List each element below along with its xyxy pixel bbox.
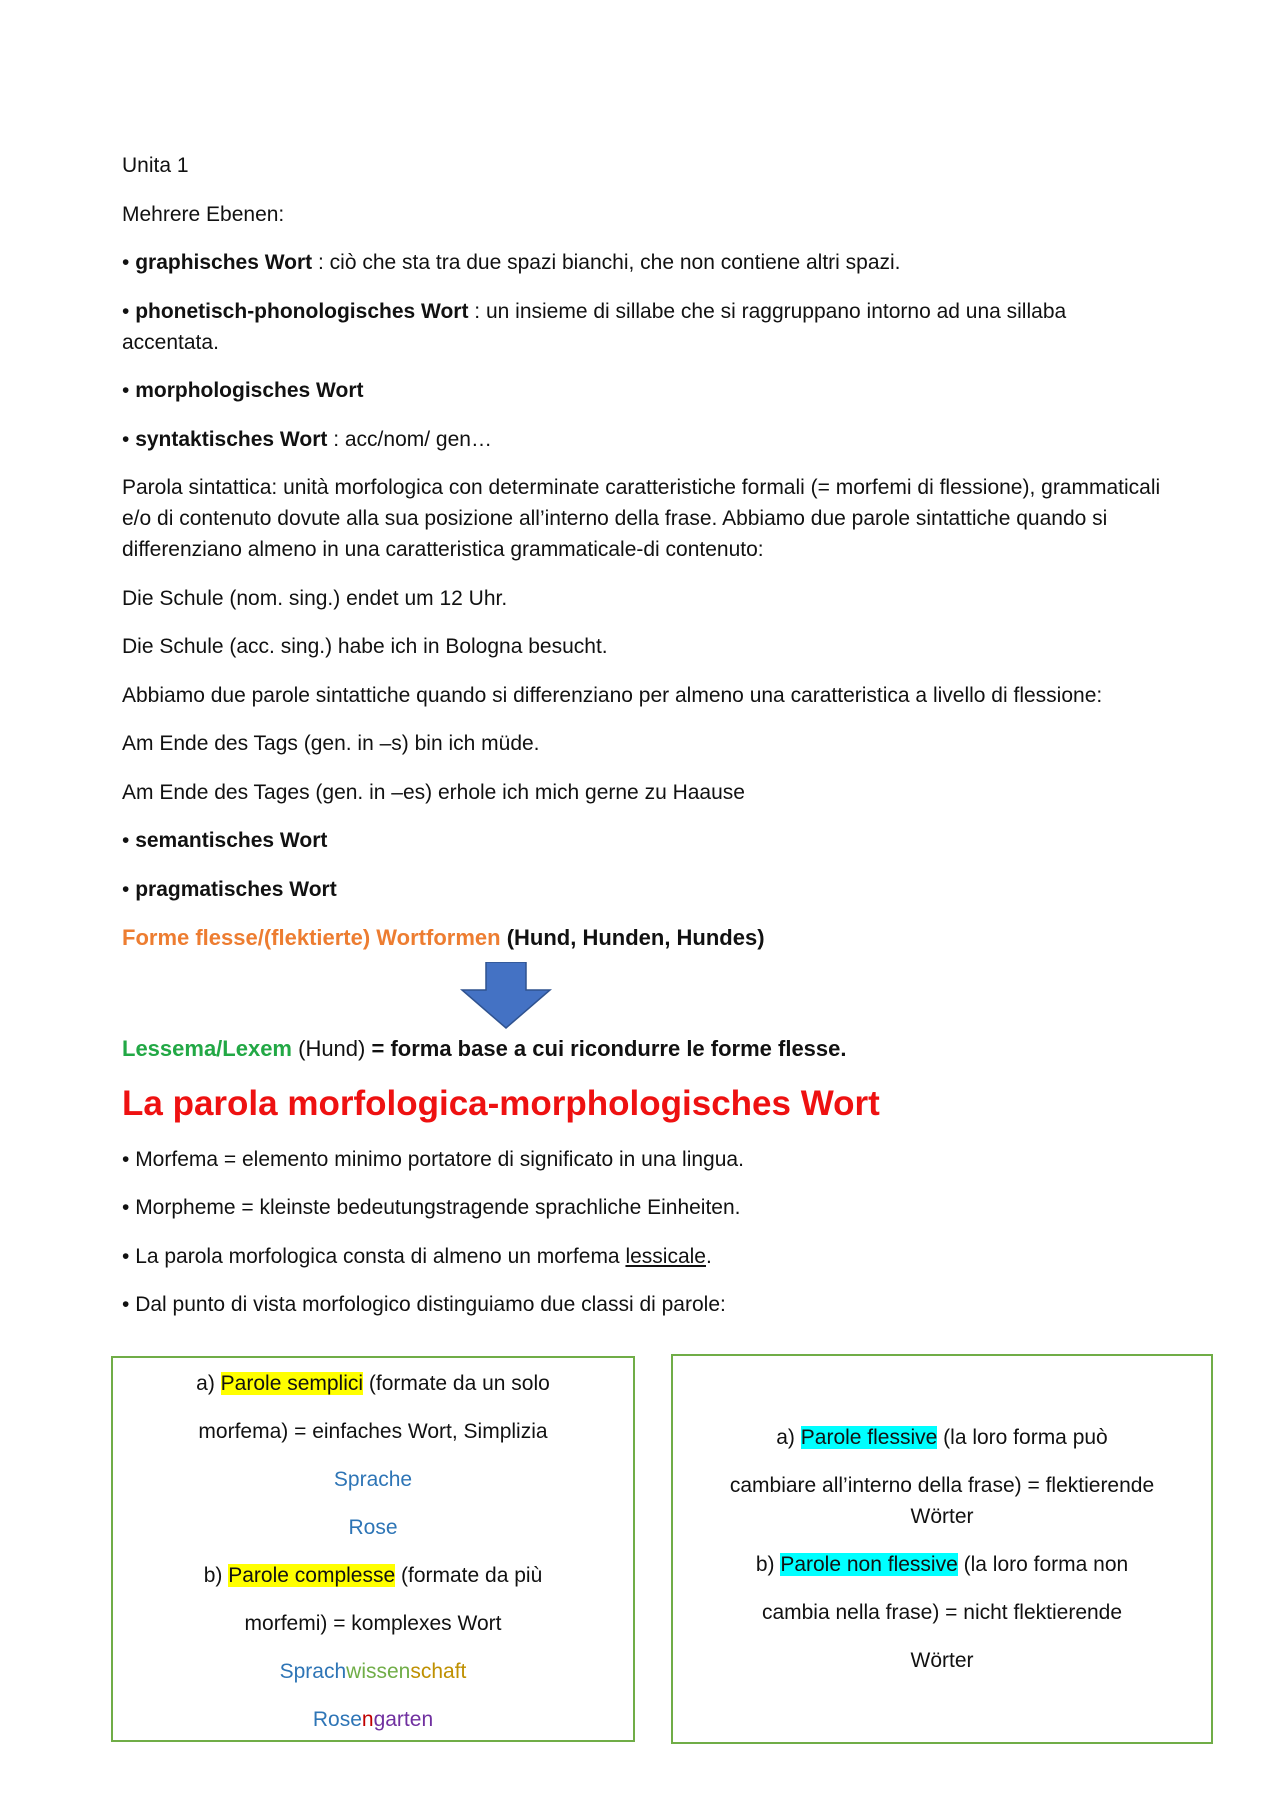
- box-line: morfema) = einfaches Wort, Simplizia: [198, 1420, 548, 1443]
- box-line: [113, 1368, 633, 1399]
- example-2: Die Schule (acc. sing.) habe ich in Bologna besucht.: [122, 635, 608, 658]
- box-parole-flessive: [671, 1354, 1213, 1744]
- example-sprachwissenschaft: [113, 1656, 633, 1687]
- bullet-text: Morfema = elemento minimo portatore di significato in una lingua.: [135, 1147, 744, 1171]
- label-prefix: a): [196, 1372, 221, 1395]
- box-line: Wörter: [910, 1649, 974, 1672]
- down-arrow-icon: [460, 962, 552, 1030]
- lessema-definition: = forma base a cui ricondurre le forme flesse.: [371, 1036, 847, 1061]
- bullet-text: .: [706, 1244, 712, 1268]
- box-text: (formate da un solo: [363, 1372, 550, 1395]
- box-text: (la loro forma può: [937, 1426, 1108, 1449]
- section-heading: La parola morfologica-morphologisches Wort: [122, 1083, 880, 1123]
- label-prefix: b): [755, 1553, 781, 1576]
- box-line: [717, 1549, 1167, 1580]
- bullet-morfema: • Morfema = elemento minimo portatore di significato in una lingua.: [122, 1147, 744, 1171]
- flessione-text: Abbiamo due parole sintattiche quando si differenziano per almeno una caratteristica a livello di flessione:: [122, 683, 1103, 707]
- example-sprache: Sprache: [333, 1468, 413, 1491]
- morpheme-part: garten: [373, 1708, 434, 1731]
- bullet-text: Morpheme = kleinste bedeutungstragende sprachliche Einheiten.: [135, 1196, 741, 1219]
- highlight-parole-flessive: Parole flessive: [800, 1426, 938, 1449]
- title: Unita 1: [122, 154, 189, 177]
- box-line: [113, 1560, 633, 1591]
- bullet-classi: • Dal punto di vista morfologico distinguiamo due classi di parole:: [122, 1293, 726, 1316]
- box-line: [717, 1422, 1167, 1453]
- example-3: Am Ende des Tags (gen. in –s) bin ich müde.: [122, 732, 540, 755]
- intro: Mehrere Ebenen:: [122, 202, 285, 226]
- box-line: morfemi) = komplexes Wort: [244, 1612, 502, 1635]
- box-text: (la loro forma non: [957, 1553, 1129, 1576]
- forme-flesse-label: Forme flesse/(flektierte) Wortformen: [122, 925, 501, 950]
- morpheme-part: Sprach: [279, 1660, 347, 1683]
- bullet-text: : acc/nom/ gen…: [327, 427, 492, 451]
- lessema-example: (Hund): [292, 1036, 372, 1061]
- morpheme-part: Rose: [312, 1708, 362, 1731]
- morpheme-part: schaft: [410, 1660, 467, 1683]
- lessema-label: Lessema/Lexem: [122, 1036, 292, 1061]
- bullet-term: graphisches Wort: [135, 251, 313, 274]
- example-1: Die Schule (nom. sing.) endet um 12 Uhr.: [122, 586, 508, 610]
- bullet-lessicale: • La parola morfologica consta di almeno un morfema lessicale.: [122, 1244, 712, 1268]
- label-prefix: b): [203, 1564, 229, 1587]
- bullet-morpheme: • Morpheme = kleinste bedeutungstragende sprachliche Einheiten.: [122, 1196, 741, 1219]
- morpheme-part: n: [361, 1708, 374, 1731]
- bullet-syntaktisch: • syntaktisches Wort : acc/nom/ gen…: [122, 427, 492, 451]
- highlight-parole-complesse: Parole complesse: [228, 1564, 396, 1587]
- box-line: cambiare all’interno della frase) = flektierende Wörter: [729, 1474, 1155, 1528]
- parola-sintattica: Parola sintattica: unità morfologica con determinate caratteristiche formali (= morfemi di flessione), grammaticali e/o di contenuto dovute alla sua posizione all’interno della frase. Abbiamo due parole sintattiche quando si differenziano almeno in una caratteristica grammaticale-di contenuto:: [122, 476, 1161, 561]
- bullet-text: Dal punto di vista morfologico distinguiamo due classi di parole:: [135, 1293, 726, 1316]
- bullet-term: morphologisches Wort: [135, 379, 364, 402]
- highlight-parole-semplici: Parole semplici: [220, 1372, 364, 1395]
- box-line: cambia nella frase) = nicht flektierende: [761, 1601, 1123, 1624]
- example-rosengarten: [113, 1704, 633, 1735]
- bullet-text: : un insieme di sillabe che si raggruppano intorno ad una sillaba accentata.: [122, 299, 1067, 354]
- bullet-term: syntaktisches Wort: [135, 427, 328, 451]
- bullet-text: La parola morfologica consta di almeno un morfema: [135, 1244, 626, 1268]
- bullet-morphologisch: • morphologisches Wort: [122, 379, 364, 402]
- highlight-parole-non-flessive: Parole non flessive: [780, 1553, 958, 1576]
- box-parole-semplici-complesse: [111, 1356, 635, 1742]
- box-text: (formate da più: [395, 1564, 543, 1587]
- label-prefix: a): [776, 1426, 801, 1449]
- forme-flesse: [122, 922, 1162, 953]
- morpheme-part: wissen: [346, 1660, 411, 1683]
- forme-flesse-examples: (Hund, Hunden, Hundes): [500, 925, 765, 950]
- bullet-term: phonetisch-phonologisches Wort: [135, 299, 469, 323]
- bullet-term: pragmatisches Wort: [135, 877, 337, 901]
- bullet-phonetisch: • phonetisch-phonologisches Wort : un insieme di sillabe che si raggruppano intorno ad una sillaba accentata.: [122, 299, 1067, 354]
- underlined-word: lessicale: [625, 1244, 706, 1268]
- document-body: [122, 150, 1162, 1338]
- example-rose: Rose: [348, 1516, 398, 1539]
- bullet-text: : ciò che sta tra due spazi bianchi, che non contiene altri spazi.: [312, 251, 901, 274]
- example-4: Am Ende des Tages (gen. in –es) erhole ich mich gerne zu Haause: [122, 780, 745, 804]
- lessema: [122, 1033, 1162, 1064]
- bullet-pragmatisch: • pragmatisches Wort: [122, 877, 337, 901]
- bullet-graphisches: • graphisches Wort : ciò che sta tra due spazi bianchi, che non contiene altri spazi.: [122, 251, 901, 274]
- bullet-term: semantisches Wort: [135, 829, 328, 852]
- bullet-semantisch: • semantisches Wort: [122, 829, 328, 852]
